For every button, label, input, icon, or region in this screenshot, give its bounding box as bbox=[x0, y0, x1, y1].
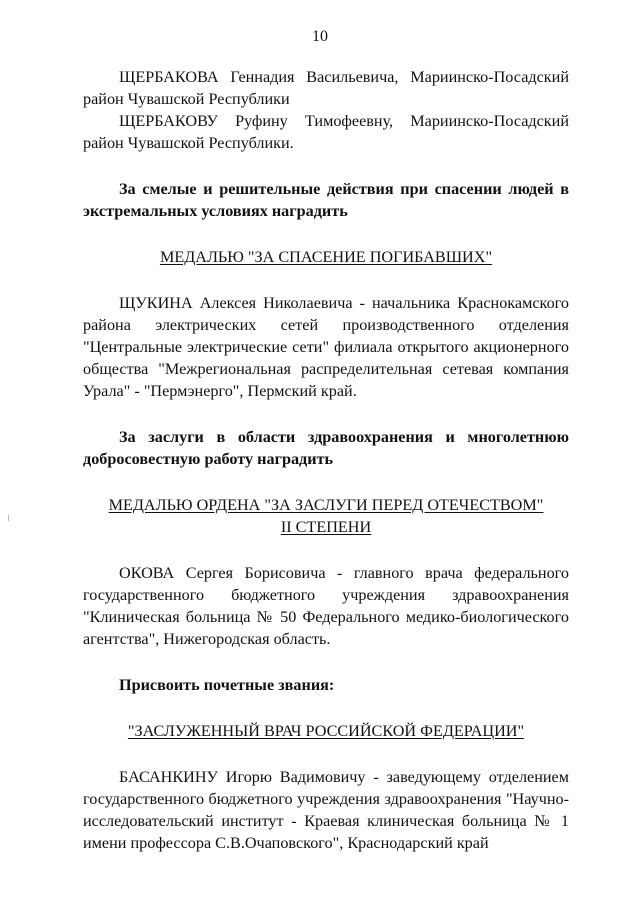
award-intro-bravery: За смелые и решительные действия при спасении людей в экстремальных условиях наградить bbox=[83, 180, 569, 220]
award-entry-basankin: БАСАНКИНУ Игорю Вадимовичу - заведующему отделением государственного бюджетного учреждения здравоохранения "Научно-исследовательский институт - Краевая клиническая больница № 1 имени профессора С.В.Очаповского", Краснодарский край bbox=[83, 768, 569, 852]
award-entry-shcherbakova-rufina: ЩЕРБАКОВУ Руфину Тимофеевну, Мариинско-Посадский район Чувашской Республики. bbox=[83, 112, 569, 152]
medal-heading-order-line1: МЕДАЛЬЮ ОРДЕНА "ЗА ЗАСЛУГИ ПЕРЕД ОТЕЧЕСТВОМ" bbox=[108, 496, 544, 514]
award-intro-health: За заслуги в области здравоохранения и многолетнюю добросовестную работу наградить bbox=[83, 428, 569, 468]
award-entry-shcherbakov-gennady: ЩЕРБАКОВА Геннадия Васильевича, Мариинско-Посадский район Чувашской Республики bbox=[83, 68, 569, 108]
medal-heading-order-line2: II СТЕПЕНИ bbox=[280, 518, 372, 536]
page-number: 10 bbox=[312, 28, 328, 45]
title-heading-doctor: "ЗАСЛУЖЕННЫЙ ВРАЧ РОССИЙСКОЙ ФЕДЕРАЦИИ" bbox=[127, 722, 525, 740]
margin-mark bbox=[8, 515, 9, 521]
medal-heading-rescue: МЕДАЛЬЮ "ЗА СПАСЕНИЕ ПОГИБАВШИХ" bbox=[159, 248, 493, 266]
titles-intro: Присвоить почетные звания: bbox=[119, 676, 335, 694]
document-body bbox=[83, 66, 569, 854]
award-entry-okov: ОКОВА Сергея Борисовича - главного врача федерального государственного бюджетного учреждения здравоохранения "Клиническая больница № 50 Федерального медико-биологического агентства", Нижегородская область. bbox=[83, 564, 569, 648]
award-entry-shchukin: ЩУКИНА Алексея Николаевича - начальника Краснокамского района электрических сетей производственного отделения "Центральные электрические сети" филиала открытого акционерного общества "Межрегиональная распределительная сетевая компания Урала" - "Пермэнерго", Пермский край. bbox=[83, 294, 569, 400]
